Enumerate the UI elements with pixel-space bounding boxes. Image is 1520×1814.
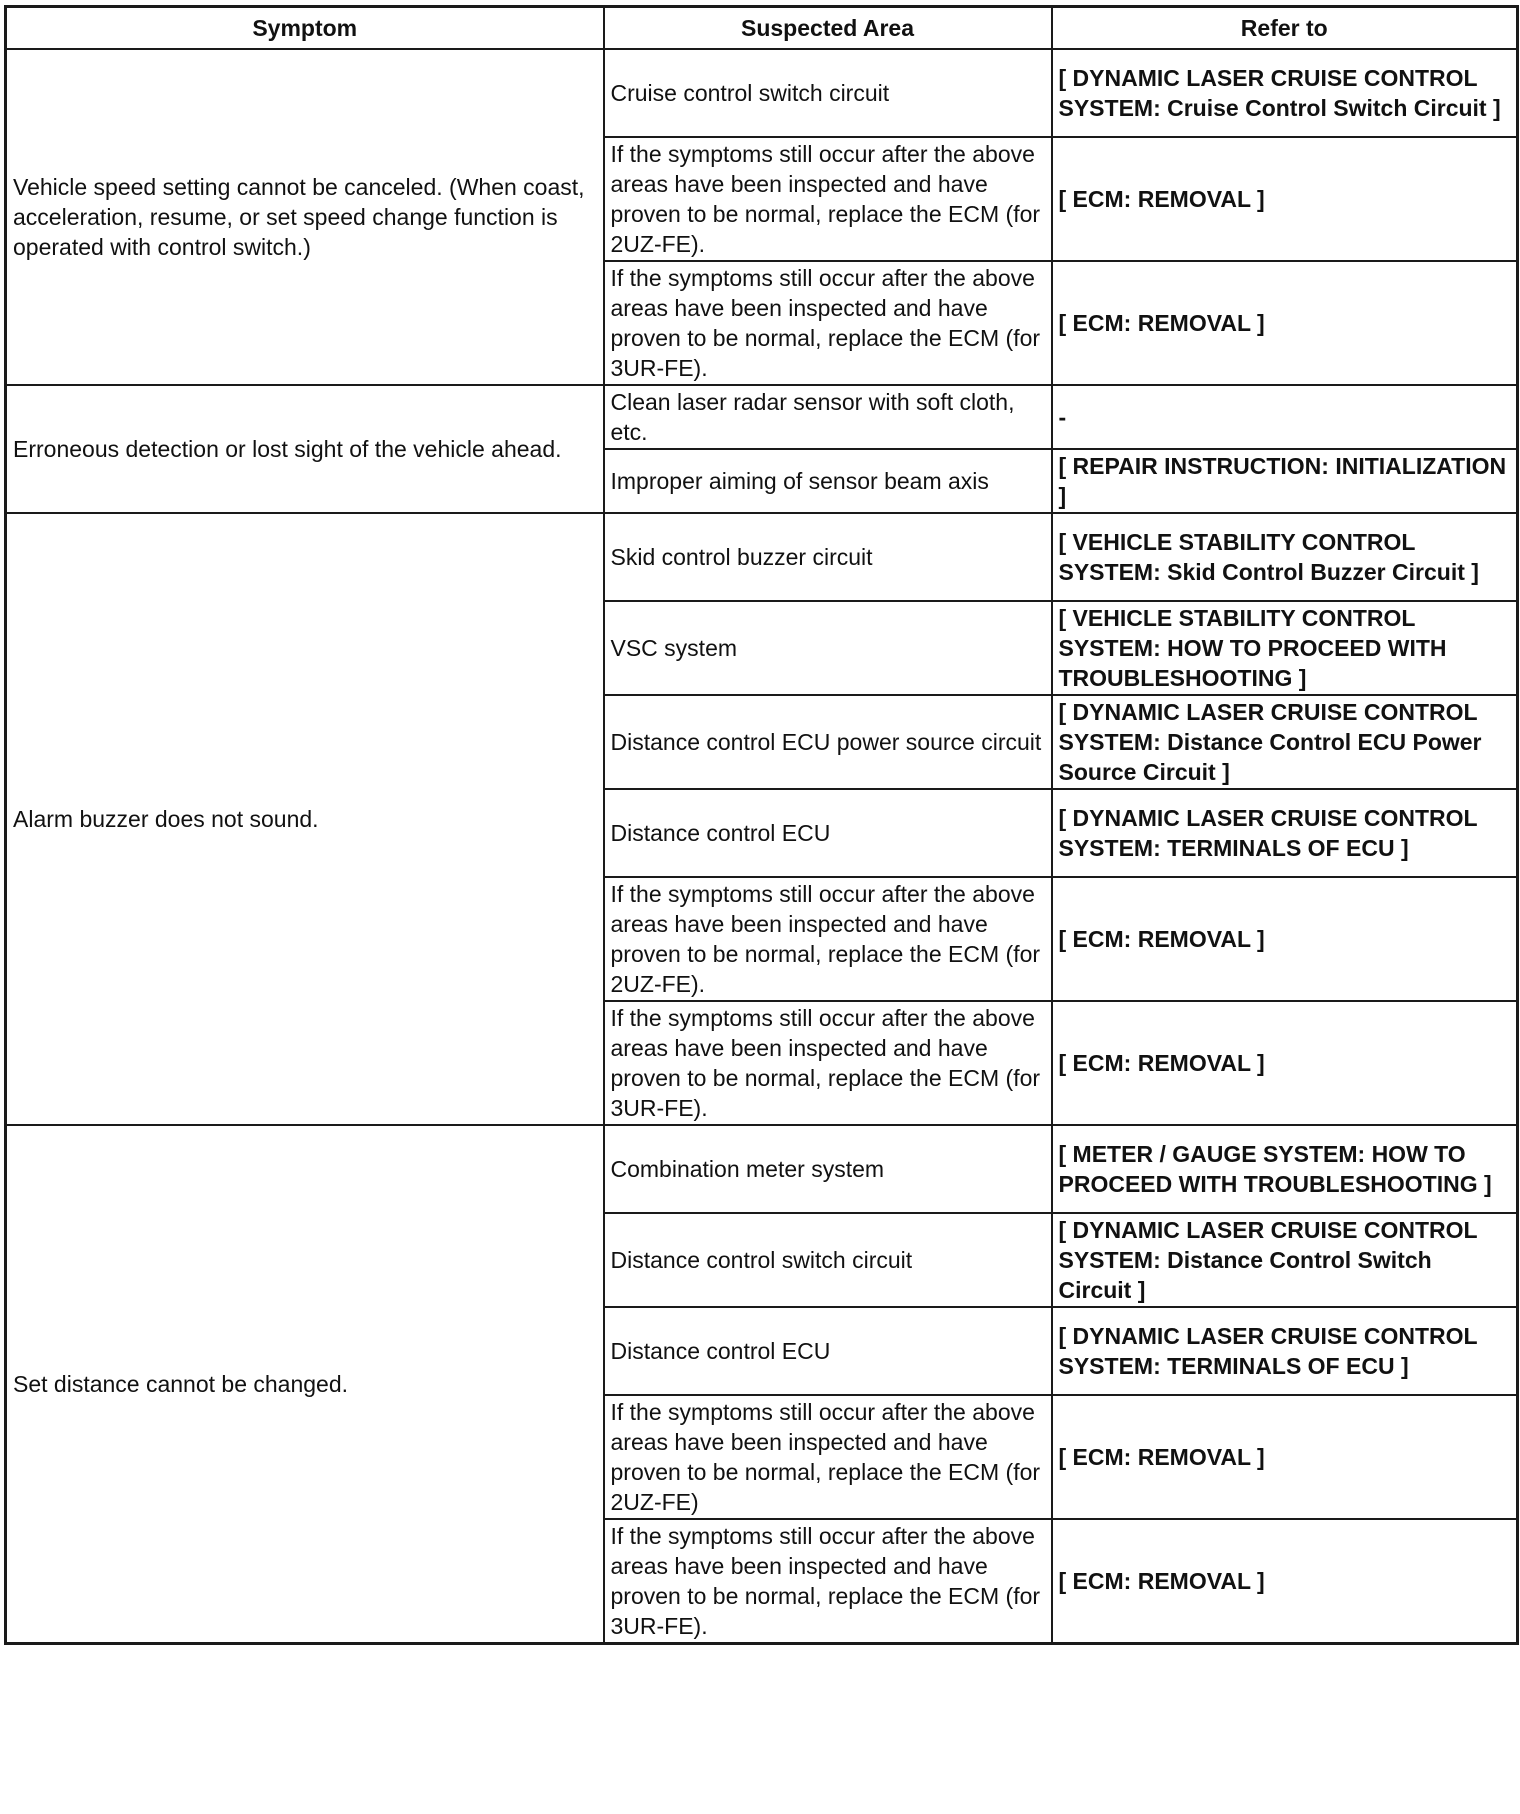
refer-to-cell: [ DYNAMIC LASER CRUISE CONTROL SYSTEM: TERMINALS OF ECU ] [1052,789,1518,877]
troubleshooting-table-container [4,5,1519,1645]
suspected-area-cell: Distance control ECU [604,789,1052,877]
troubleshooting-table [4,5,1519,1645]
table-body [6,49,1518,1644]
suspected-area-cell: If the symptoms still occur after the above areas have been inspected and have proven to be normal, replace the ECM (for 2UZ-FE). [604,137,1052,261]
table-row [6,385,1518,449]
suspected-area-cell: Distance control switch circuit [604,1213,1052,1307]
refer-to-cell: [ ECM: REMOVAL ] [1052,1001,1518,1125]
suspected-area-cell: If the symptoms still occur after the above areas have been inspected and have proven to be normal, replace the ECM (for 3UR-FE). [604,1519,1052,1644]
symptom-cell: Alarm buzzer does not sound. [6,513,604,1125]
suspected-area-cell: Combination meter system [604,1125,1052,1213]
refer-to-cell: [ VEHICLE STABILITY CONTROL SYSTEM: Skid Control Buzzer Circuit ] [1052,513,1518,601]
refer-to-cell: [ ECM: REMOVAL ] [1052,137,1518,261]
table-header-row [6,7,1518,50]
symptom-cell: Vehicle speed setting cannot be canceled. (When coast, acceleration, resume, or set speed change function is operated with control switch.) [6,49,604,385]
refer-to-cell: [ ECM: REMOVAL ] [1052,1395,1518,1519]
refer-to-cell: [ ECM: REMOVAL ] [1052,877,1518,1001]
refer-to-cell: [ METER / GAUGE SYSTEM: HOW TO PROCEED WITH TROUBLESHOOTING ] [1052,1125,1518,1213]
suspected-area-cell: If the symptoms still occur after the above areas have been inspected and have proven to be normal, replace the ECM (for 3UR-FE). [604,1001,1052,1125]
table-row [6,49,1518,137]
suspected-area-cell: Clean laser radar sensor with soft cloth, etc. [604,385,1052,449]
suspected-area-cell: If the symptoms still occur after the above areas have been inspected and have proven to be normal, replace the ECM (for 2UZ-FE) [604,1395,1052,1519]
refer-to-cell: [ DYNAMIC LASER CRUISE CONTROL SYSTEM: Cruise Control Switch Circuit ] [1052,49,1518,137]
refer-to-cell: [ DYNAMIC LASER CRUISE CONTROL SYSTEM: TERMINALS OF ECU ] [1052,1307,1518,1395]
suspected-area-cell: Distance control ECU [604,1307,1052,1395]
header-suspected-area: Suspected Area [604,7,1052,50]
suspected-area-cell: Distance control ECU power source circuit [604,695,1052,789]
suspected-area-cell: If the symptoms still occur after the above areas have been inspected and have proven to be normal, replace the ECM (for 3UR-FE). [604,261,1052,385]
symptom-cell: Erroneous detection or lost sight of the vehicle ahead. [6,385,604,513]
header-symptom: Symptom [6,7,604,50]
header-refer-to: Refer to [1052,7,1518,50]
suspected-area-cell: VSC system [604,601,1052,695]
refer-to-cell: [ ECM: REMOVAL ] [1052,261,1518,385]
symptom-cell: Set distance cannot be changed. [6,1125,604,1644]
refer-to-cell: [ DYNAMIC LASER CRUISE CONTROL SYSTEM: Distance Control Switch Circuit ] [1052,1213,1518,1307]
suspected-area-cell: If the symptoms still occur after the above areas have been inspected and have proven to be normal, replace the ECM (for 2UZ-FE). [604,877,1052,1001]
refer-to-cell: [ ECM: REMOVAL ] [1052,1519,1518,1644]
refer-to-cell: [ VEHICLE STABILITY CONTROL SYSTEM: HOW TO PROCEED WITH TROUBLESHOOTING ] [1052,601,1518,695]
table-row [6,1125,1518,1213]
refer-to-cell: [ REPAIR INSTRUCTION: INITIALIZATION ] [1052,449,1518,513]
table-row [6,513,1518,601]
suspected-area-cell: Skid control buzzer circuit [604,513,1052,601]
suspected-area-cell: Cruise control switch circuit [604,49,1052,137]
refer-to-cell: - [1052,385,1518,449]
suspected-area-cell: Improper aiming of sensor beam axis [604,449,1052,513]
refer-to-cell: [ DYNAMIC LASER CRUISE CONTROL SYSTEM: Distance Control ECU Power Source Circuit ] [1052,695,1518,789]
